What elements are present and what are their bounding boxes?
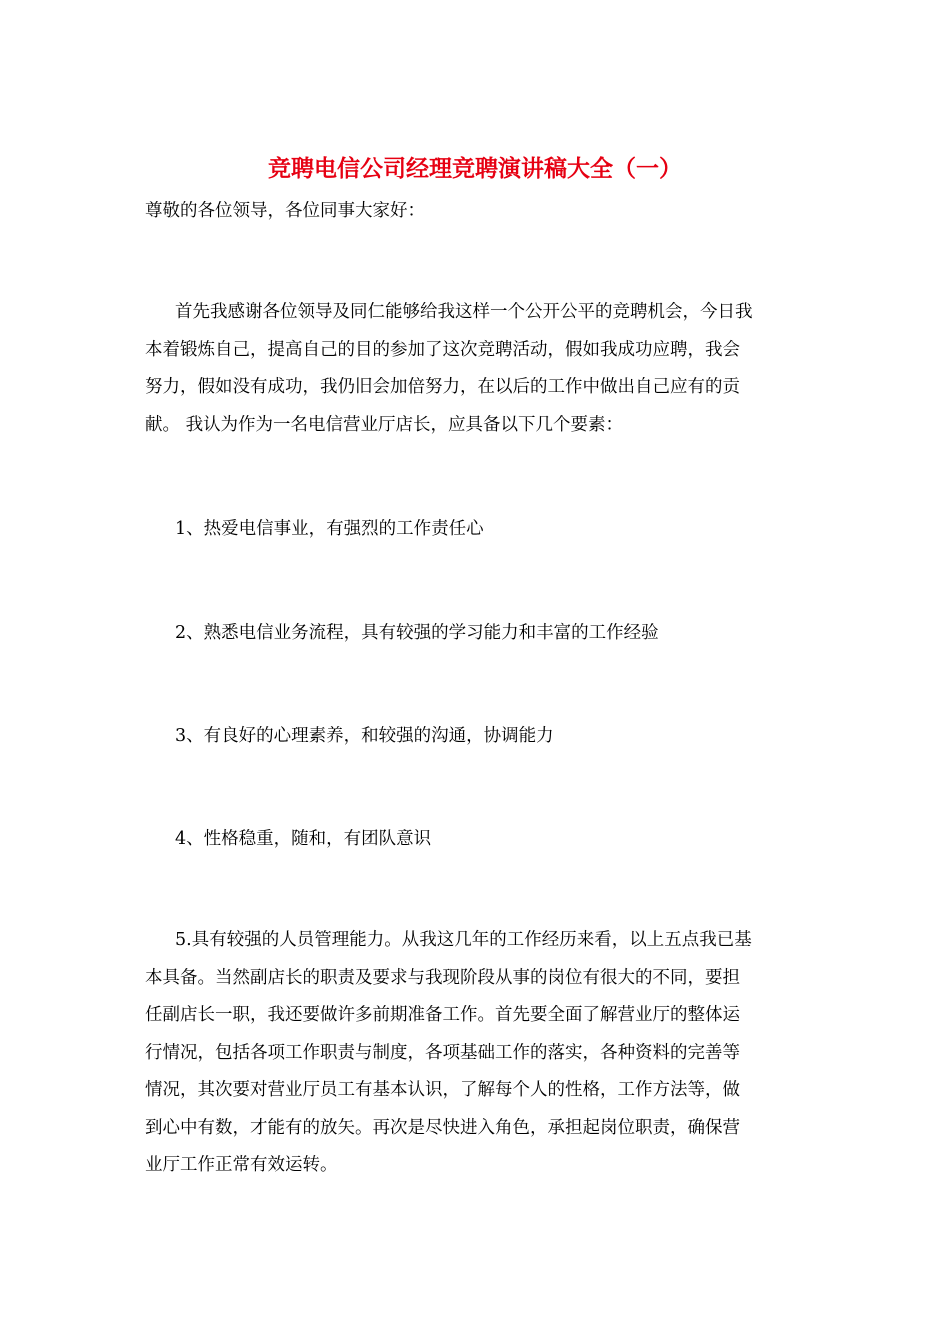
intro-line: 首先我感谢各位领导及同仁能够给我这样一个公开公平的竞聘机会，今日我: [175, 302, 753, 322]
list-item: 3、有良好的心理素养，和较强的沟通，协调能力: [175, 726, 554, 746]
document-title: 竞聘电信公司经理竞聘演讲稿大全（一）: [268, 155, 682, 182]
intro-line: 献。 我认为作为一名电信营业厅店长，应具备以下几个要素：: [145, 414, 624, 435]
list-item: 1、热爱电信事业，有强烈的工作责任心: [175, 519, 484, 539]
final-line: 行情况，包括各项工作职责与制度，各项基础工作的落实，各种资料的完善等: [145, 1042, 740, 1063]
list-item: 2、熟悉电信业务流程，具有较强的学习能力和丰富的工作经验: [175, 623, 659, 643]
final-paragraph: [145, 922, 810, 1185]
intro-paragraph: [145, 294, 810, 444]
salutation: 尊敬的各位领导，各位同事大家好：: [145, 201, 425, 221]
final-line: 业厅工作正常有效运转。: [145, 1155, 338, 1175]
list-item: 4、性格稳重，随和，有团队意识: [175, 829, 432, 849]
final-line: 5.具有较强的人员管理能力。从我这几年的工作经历来看，以上五点我已基: [175, 930, 752, 950]
final-line: 任副店长一职，我还要做许多前期准备工作。首先要全面了解营业厅的整体运: [145, 1005, 740, 1025]
final-line: 到心中有数，才能有的放矢。再次是尽快进入角色，承担起岗位职责，确保营: [145, 1117, 740, 1138]
intro-line: 本着锻炼自己，提高自己的目的参加了这次竞聘活动，假如我成功应聘，我会: [145, 339, 740, 360]
final-line: 本具备。当然副店长的职责及要求与我现阶段从事的岗位有很大的不同，要担: [145, 967, 740, 988]
intro-line: 努力，假如没有成功，我仍旧会加倍努力，在以后的工作中做出自己应有的贡: [145, 377, 740, 397]
final-line: 情况，其次要对营业厅员工有基本认识，了解每个人的性格，工作方法等，做: [145, 1080, 740, 1100]
